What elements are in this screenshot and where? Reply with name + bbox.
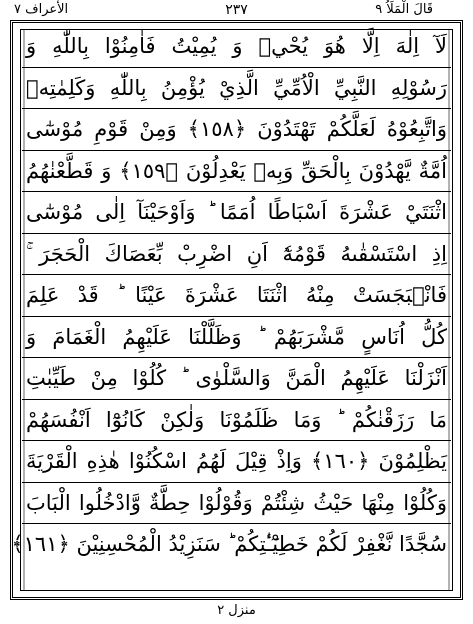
page-number: ٢٣٧ [225,2,248,18]
text-line: يَظْلِمُوْنَ ﴿١٦٠﴾ وَاِذْ قِيْلَ لَهُمُ اسْكُنُوْا هٰذِهِ الْقَرْيَةَ [22,441,451,483]
text-line: لَآ اِلٰهَ اِلَّا هُوَ يُحْيٖ وَ يُمِيْتُ فَاٰمِنُوْا بِاللّٰهِ وَ [22,26,451,68]
text-line: اَنْزَلْنَا عَلَيْهِمُ الْمَنَّ وَالسَّلْوٰى ؕ كُلُوْا مِنْ طَيِّبٰتِ [22,358,451,400]
text-line: وَاتَّبِعُوْهُ لَعَلَّكُمْ تَهْتَدُوْنَ ﴿١٥٨﴾ وَمِنْ قَوْمِ مُوْسٰٓى [22,109,451,151]
surah-name: الأعراف ٧ [14,2,69,17]
para-name: قَالَ الْمَلَاُ ٩ [375,2,433,17]
quran-text-body [11,26,451,566]
text-line: اُمَّةٌ يَّهْدُوْنَ بِالْحَقِّ وَبِهٖ يَعْدِلُوْنَ ﴿١٥٩﴾ وَ قَطَّعْنٰهُمُ [22,151,451,193]
manzil-label: منزل ٢ [217,603,256,618]
text-line: فَانْۢبَجَسَتْ مِنْهُ اثْنَتَا عَشْرَةَ عَيْنًا ؕ قَدْ عَلِمَ [22,275,451,317]
text-line: سُجَّدًا نَّغْفِرْ لَكُمْ خَطِيْٓـٰٔتِكُمْ ؕ سَنَزِيْدُ الْمُحْسِنِيْنَ ﴿١٦١﴾ [11,532,447,556]
page-header [0,0,473,22]
text-line: كُلُّ اُنَاسٍ مَّشْرَبَهُمْ ؕ وَظَلَّلْنَا عَلَيْهِمُ الْغَمَامَ وَ [22,317,451,359]
text-line: اِذِ اسْتَسْقٰىهُ قَوْمُهٗٓ اَنِ اضْرِبْ بِّعَصَاكَ الْحَجَرَ ۚ [22,234,451,276]
text-line: وَكُلُوْا مِنْهَا حَيْثُ شِئْتُمْ وَقُوْلُوْا حِطَّةٌ وَّادْخُلُوا الْبَابَ [22,483,451,525]
text-line: مَا رَزَقْنٰكُمْ ؕ وَمَا ظَلَمُوْنَا وَلٰكِنْ كَانُوْٓا اَنْفُسَهُمْ [22,400,451,442]
text-line: رَسُوْلِهِ النَّبِيِّ الْاُمِّيِّ الَّذِيْ يُؤْمِنُ بِاللّٰهِ وَكَلِمٰتِهٖ [22,68,451,110]
text-line: اثْنَتَيْ عَشْرَةَ اَسْبَاطًا اُمَمًا ؕ وَاَوْحَيْنَآ اِلٰى مُوْسٰٓى [22,192,451,234]
